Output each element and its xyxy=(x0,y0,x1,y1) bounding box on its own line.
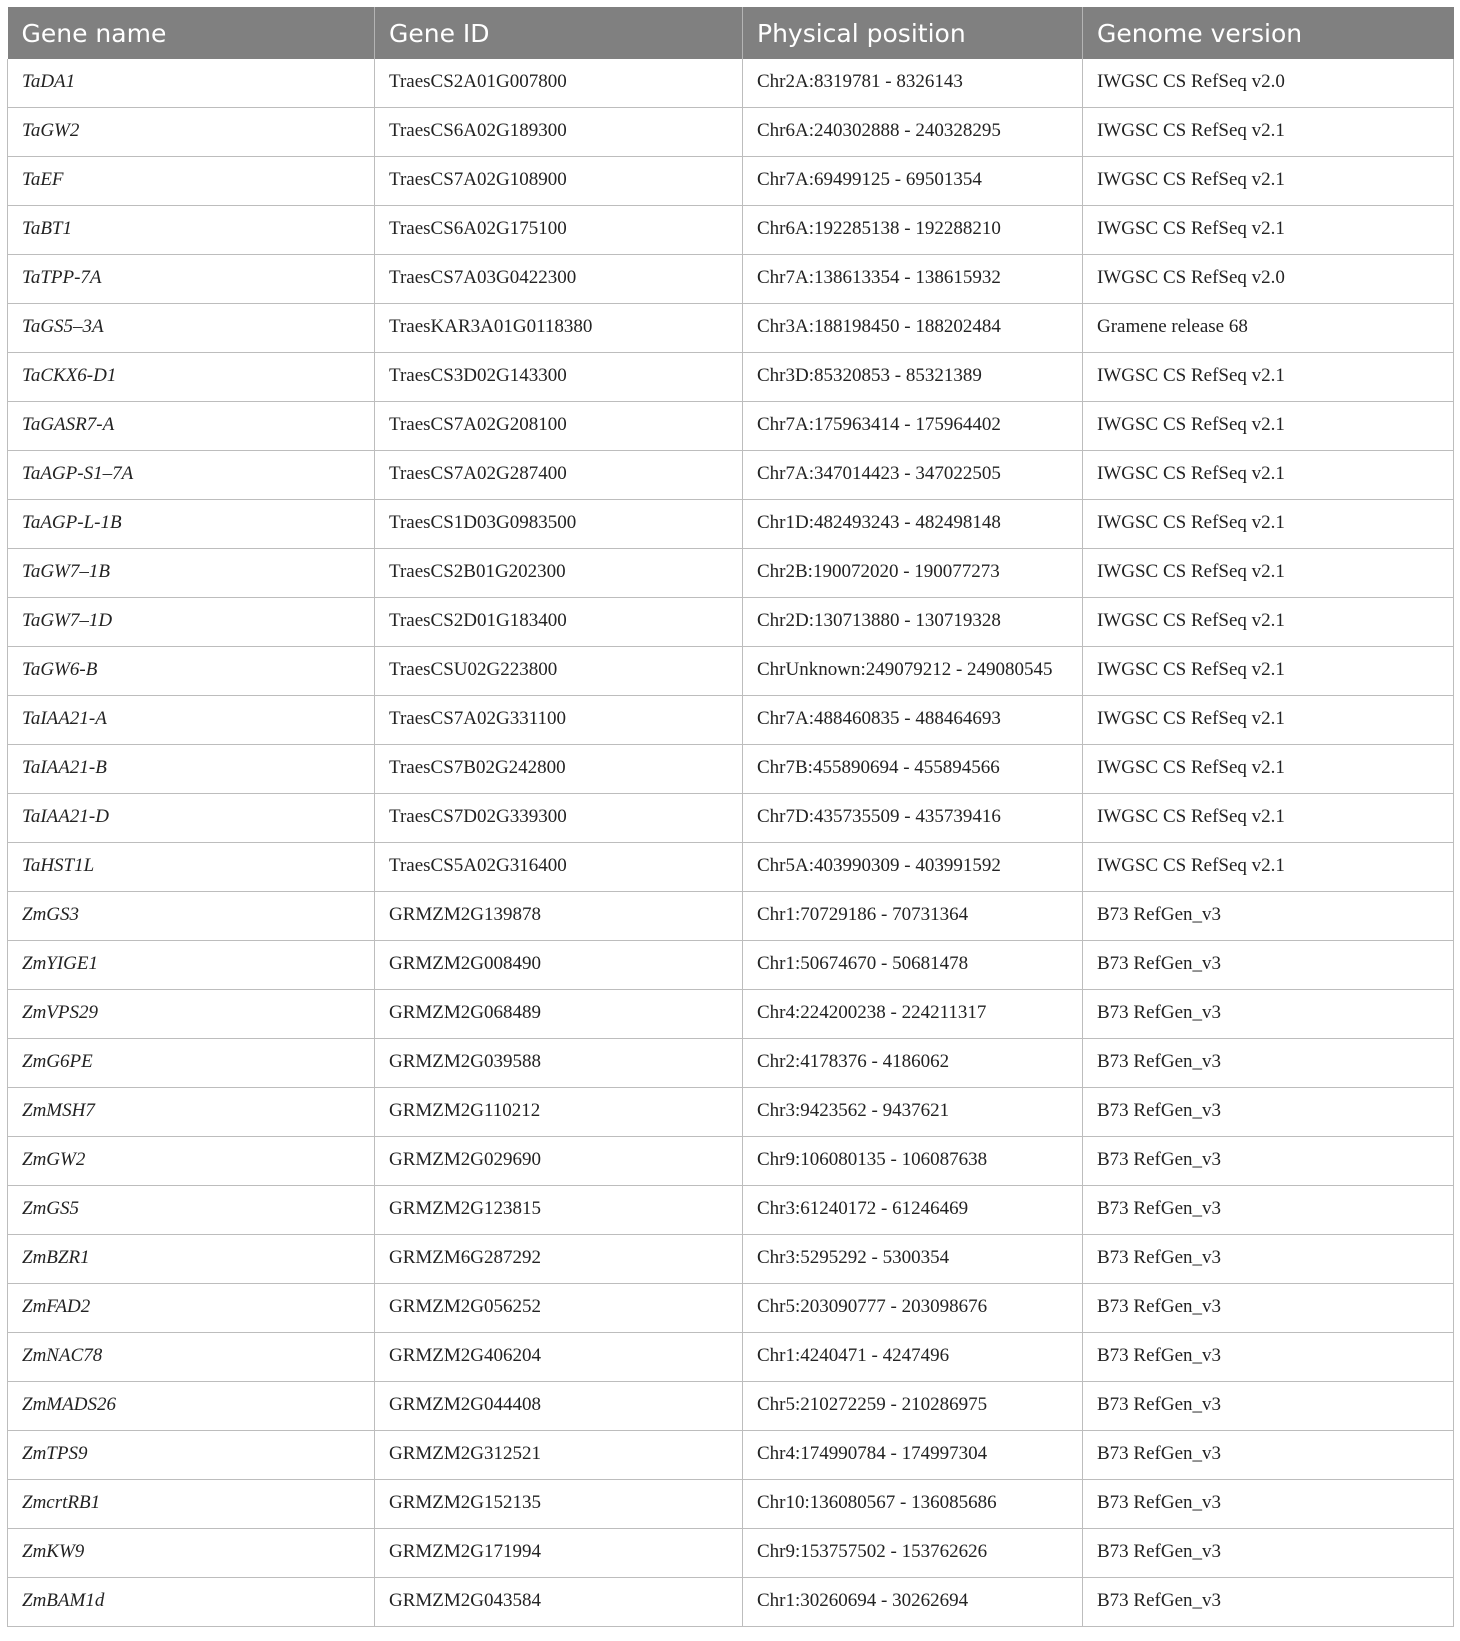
gene-name-cell: ZmKW9 xyxy=(8,1529,375,1578)
gene-name-cell: ZmTPS9 xyxy=(8,1431,375,1480)
physical-position-cell: Chr1:70729186 - 70731364 xyxy=(743,892,1083,941)
gene-id-cell: GRMZM2G171994 xyxy=(375,1529,743,1578)
gene-id-cell: TraesCS2D01G183400 xyxy=(375,598,743,647)
gene-name-cell: TaGW7–1B xyxy=(8,549,375,598)
gene-id-cell: TraesCSU02G223800 xyxy=(375,647,743,696)
genome-version-cell: IWGSC CS RefSeq v2.1 xyxy=(1083,745,1454,794)
header-gene-id: Gene ID xyxy=(375,7,743,59)
physical-position-cell: Chr5:203090777 - 203098676 xyxy=(743,1284,1083,1333)
gene-name-cell: ZmMADS26 xyxy=(8,1382,375,1431)
genome-version-cell: IWGSC CS RefSeq v2.1 xyxy=(1083,206,1454,255)
genome-version-cell: B73 RefGen_v3 xyxy=(1083,1088,1454,1137)
gene-id-cell: GRMZM2G029690 xyxy=(375,1137,743,1186)
physical-position-cell: Chr2B:190072020 - 190077273 xyxy=(743,549,1083,598)
gene-name-cell: TaTPP-7A xyxy=(8,255,375,304)
gene-name-cell: TaBT1 xyxy=(8,206,375,255)
table-row xyxy=(8,157,1454,206)
gene-name-cell: ZmVPS29 xyxy=(8,990,375,1039)
physical-position-cell: Chr7B:455890694 - 455894566 xyxy=(743,745,1083,794)
table-row xyxy=(8,1088,1454,1137)
gene-id-cell: TraesCS2B01G202300 xyxy=(375,549,743,598)
gene-id-cell: GRMZM2G139878 xyxy=(375,892,743,941)
gene-id-cell: GRMZM6G287292 xyxy=(375,1235,743,1284)
gene-name-cell: TaGW2 xyxy=(8,108,375,157)
gene-id-cell: TraesCS6A02G175100 xyxy=(375,206,743,255)
gene-name-cell: ZmBAM1d xyxy=(8,1578,375,1627)
table-row xyxy=(8,206,1454,255)
gene-name-cell: TaAGP-S1–7A xyxy=(8,451,375,500)
genome-version-cell: IWGSC CS RefSeq v2.1 xyxy=(1083,108,1454,157)
gene-name-cell: TaHST1L xyxy=(8,843,375,892)
gene-name-cell: ZmYIGE1 xyxy=(8,941,375,990)
physical-position-cell: Chr7A:488460835 - 488464693 xyxy=(743,696,1083,745)
gene-name-cell: ZmMSH7 xyxy=(8,1088,375,1137)
gene-id-cell: GRMZM2G312521 xyxy=(375,1431,743,1480)
physical-position-cell: Chr6A:240302888 - 240328295 xyxy=(743,108,1083,157)
genome-version-cell: B73 RefGen_v3 xyxy=(1083,1578,1454,1627)
genome-version-cell: B73 RefGen_v3 xyxy=(1083,1333,1454,1382)
genome-version-cell: B73 RefGen_v3 xyxy=(1083,1431,1454,1480)
gene-name-cell: TaGS5–3A xyxy=(8,304,375,353)
header-gene-name: Gene name xyxy=(8,7,375,59)
genome-version-cell: IWGSC CS RefSeq v2.1 xyxy=(1083,451,1454,500)
genome-version-cell: IWGSC CS RefSeq v2.1 xyxy=(1083,402,1454,451)
genome-version-cell: IWGSC CS RefSeq v2.1 xyxy=(1083,157,1454,206)
gene-id-cell: TraesCS7A02G331100 xyxy=(375,696,743,745)
physical-position-cell: Chr4:174990784 - 174997304 xyxy=(743,1431,1083,1480)
gene-name-cell: TaIAA21-D xyxy=(8,794,375,843)
physical-position-cell: Chr3D:85320853 - 85321389 xyxy=(743,353,1083,402)
table-row xyxy=(8,1186,1454,1235)
gene-id-cell: TraesCS5A02G316400 xyxy=(375,843,743,892)
table-row xyxy=(8,451,1454,500)
header-genome-version: Genome version xyxy=(1083,7,1454,59)
genome-version-cell: IWGSC CS RefSeq v2.0 xyxy=(1083,59,1454,108)
gene-name-cell: ZmGS3 xyxy=(8,892,375,941)
gene-name-cell: TaAGP-L-1B xyxy=(8,500,375,549)
gene-id-cell: GRMZM2G110212 xyxy=(375,1088,743,1137)
table-row xyxy=(8,647,1454,696)
gene-id-cell: GRMZM2G039588 xyxy=(375,1039,743,1088)
genome-version-cell: IWGSC CS RefSeq v2.1 xyxy=(1083,549,1454,598)
header-physical-position: Physical position xyxy=(743,7,1083,59)
gene-id-cell: GRMZM2G123815 xyxy=(375,1186,743,1235)
genome-version-cell: B73 RefGen_v3 xyxy=(1083,1039,1454,1088)
table-row xyxy=(8,1529,1454,1578)
table-row xyxy=(8,843,1454,892)
gene-id-cell: TraesCS7B02G242800 xyxy=(375,745,743,794)
physical-position-cell: Chr5:210272259 - 210286975 xyxy=(743,1382,1083,1431)
physical-position-cell: Chr7A:175963414 - 175964402 xyxy=(743,402,1083,451)
gene-id-cell: GRMZM2G056252 xyxy=(375,1284,743,1333)
genome-version-cell: B73 RefGen_v3 xyxy=(1083,1480,1454,1529)
table-row xyxy=(8,745,1454,794)
physical-position-cell: Chr9:153757502 - 153762626 xyxy=(743,1529,1083,1578)
table-row xyxy=(8,1382,1454,1431)
genome-version-cell: B73 RefGen_v3 xyxy=(1083,1137,1454,1186)
gene-id-cell: TraesCS2A01G007800 xyxy=(375,59,743,108)
physical-position-cell: Chr1:30260694 - 30262694 xyxy=(743,1578,1083,1627)
genome-version-cell: B73 RefGen_v3 xyxy=(1083,892,1454,941)
gene-id-cell: GRMZM2G406204 xyxy=(375,1333,743,1382)
genome-version-cell: B73 RefGen_v3 xyxy=(1083,1235,1454,1284)
table-row xyxy=(8,353,1454,402)
table-row xyxy=(8,794,1454,843)
table-row xyxy=(8,500,1454,549)
physical-position-cell: Chr7A:347014423 - 347022505 xyxy=(743,451,1083,500)
gene-id-cell: TraesCS6A02G189300 xyxy=(375,108,743,157)
gene-id-cell: TraesCS7A03G0422300 xyxy=(375,255,743,304)
genome-version-cell: IWGSC CS RefSeq v2.1 xyxy=(1083,843,1454,892)
gene-id-cell: TraesCS1D03G0983500 xyxy=(375,500,743,549)
genome-version-cell: B73 RefGen_v3 xyxy=(1083,990,1454,1039)
gene-id-cell: TraesCS3D02G143300 xyxy=(375,353,743,402)
table-row xyxy=(8,1137,1454,1186)
physical-position-cell: Chr3:9423562 - 9437621 xyxy=(743,1088,1083,1137)
genome-version-cell: Gramene release 68 xyxy=(1083,304,1454,353)
table-row xyxy=(8,304,1454,353)
gene-id-cell: GRMZM2G008490 xyxy=(375,941,743,990)
table-row xyxy=(8,1431,1454,1480)
gene-name-cell: ZmNAC78 xyxy=(8,1333,375,1382)
gene-name-cell: TaDA1 xyxy=(8,59,375,108)
physical-position-cell: Chr7A:69499125 - 69501354 xyxy=(743,157,1083,206)
genome-version-cell: IWGSC CS RefSeq v2.1 xyxy=(1083,696,1454,745)
physical-position-cell: Chr3:5295292 - 5300354 xyxy=(743,1235,1083,1284)
gene-name-cell: TaGASR7-A xyxy=(8,402,375,451)
table-row xyxy=(8,1284,1454,1333)
table-header xyxy=(8,7,1454,59)
table-row xyxy=(8,402,1454,451)
gene-name-cell: TaGW6-B xyxy=(8,647,375,696)
physical-position-cell: Chr2A:8319781 - 8326143 xyxy=(743,59,1083,108)
gene-id-cell: GRMZM2G043584 xyxy=(375,1578,743,1627)
genome-version-cell: IWGSC CS RefSeq v2.0 xyxy=(1083,255,1454,304)
table-row xyxy=(8,892,1454,941)
physical-position-cell: Chr9:106080135 - 106087638 xyxy=(743,1137,1083,1186)
genome-version-cell: IWGSC CS RefSeq v2.1 xyxy=(1083,794,1454,843)
genome-version-cell: IWGSC CS RefSeq v2.1 xyxy=(1083,598,1454,647)
gene-id-cell: TraesCS7A02G208100 xyxy=(375,402,743,451)
gene-name-cell: TaIAA21-A xyxy=(8,696,375,745)
table-row xyxy=(8,549,1454,598)
gene-name-cell: TaIAA21-B xyxy=(8,745,375,794)
gene-name-cell: TaCKX6-D1 xyxy=(8,353,375,402)
table-row xyxy=(8,990,1454,1039)
gene-name-cell: ZmGW2 xyxy=(8,1137,375,1186)
gene-table xyxy=(7,7,1454,1627)
table-row xyxy=(8,1480,1454,1529)
physical-position-cell: Chr6A:192285138 - 192288210 xyxy=(743,206,1083,255)
table-row xyxy=(8,1039,1454,1088)
table-row xyxy=(8,255,1454,304)
table-row xyxy=(8,108,1454,157)
gene-id-cell: TraesKAR3A01G0118380 xyxy=(375,304,743,353)
gene-name-cell: ZmGS5 xyxy=(8,1186,375,1235)
physical-position-cell: Chr3A:188198450 - 188202484 xyxy=(743,304,1083,353)
gene-name-cell: ZmG6PE xyxy=(8,1039,375,1088)
gene-name-cell: ZmFAD2 xyxy=(8,1284,375,1333)
table-row xyxy=(8,598,1454,647)
physical-position-cell: Chr5A:403990309 - 403991592 xyxy=(743,843,1083,892)
table-row xyxy=(8,1333,1454,1382)
physical-position-cell: Chr7D:435735509 - 435739416 xyxy=(743,794,1083,843)
table-row xyxy=(8,941,1454,990)
gene-name-cell: TaEF xyxy=(8,157,375,206)
genome-version-cell: B73 RefGen_v3 xyxy=(1083,941,1454,990)
genome-version-cell: IWGSC CS RefSeq v2.1 xyxy=(1083,647,1454,696)
physical-position-cell: Chr1D:482493243 - 482498148 xyxy=(743,500,1083,549)
gene-id-cell: TraesCS7D02G339300 xyxy=(375,794,743,843)
gene-id-cell: GRMZM2G152135 xyxy=(375,1480,743,1529)
table-row xyxy=(8,696,1454,745)
physical-position-cell: Chr7A:138613354 - 138615932 xyxy=(743,255,1083,304)
header-row xyxy=(8,7,1454,59)
gene-id-cell: GRMZM2G068489 xyxy=(375,990,743,1039)
gene-id-cell: TraesCS7A02G287400 xyxy=(375,451,743,500)
genome-version-cell: IWGSC CS RefSeq v2.1 xyxy=(1083,500,1454,549)
table-body xyxy=(8,59,1454,1627)
genome-version-cell: B73 RefGen_v3 xyxy=(1083,1186,1454,1235)
table-row xyxy=(8,1235,1454,1284)
gene-name-cell: TaGW7–1D xyxy=(8,598,375,647)
physical-position-cell: ChrUnknown:249079212 - 249080545 xyxy=(743,647,1083,696)
table-row xyxy=(8,59,1454,108)
genome-version-cell: IWGSC CS RefSeq v2.1 xyxy=(1083,353,1454,402)
genome-version-cell: B73 RefGen_v3 xyxy=(1083,1382,1454,1431)
genome-version-cell: B73 RefGen_v3 xyxy=(1083,1529,1454,1578)
physical-position-cell: Chr1:50674670 - 50681478 xyxy=(743,941,1083,990)
table-row xyxy=(8,1578,1454,1627)
physical-position-cell: Chr4:224200238 - 224211317 xyxy=(743,990,1083,1039)
physical-position-cell: Chr1:4240471 - 4247496 xyxy=(743,1333,1083,1382)
gene-name-cell: ZmcrtRB1 xyxy=(8,1480,375,1529)
physical-position-cell: Chr2D:130713880 - 130719328 xyxy=(743,598,1083,647)
physical-position-cell: Chr3:61240172 - 61246469 xyxy=(743,1186,1083,1235)
physical-position-cell: Chr10:136080567 - 136085686 xyxy=(743,1480,1083,1529)
gene-id-cell: TraesCS7A02G108900 xyxy=(375,157,743,206)
gene-name-cell: ZmBZR1 xyxy=(8,1235,375,1284)
gene-id-cell: GRMZM2G044408 xyxy=(375,1382,743,1431)
physical-position-cell: Chr2:4178376 - 4186062 xyxy=(743,1039,1083,1088)
genome-version-cell: B73 RefGen_v3 xyxy=(1083,1284,1454,1333)
